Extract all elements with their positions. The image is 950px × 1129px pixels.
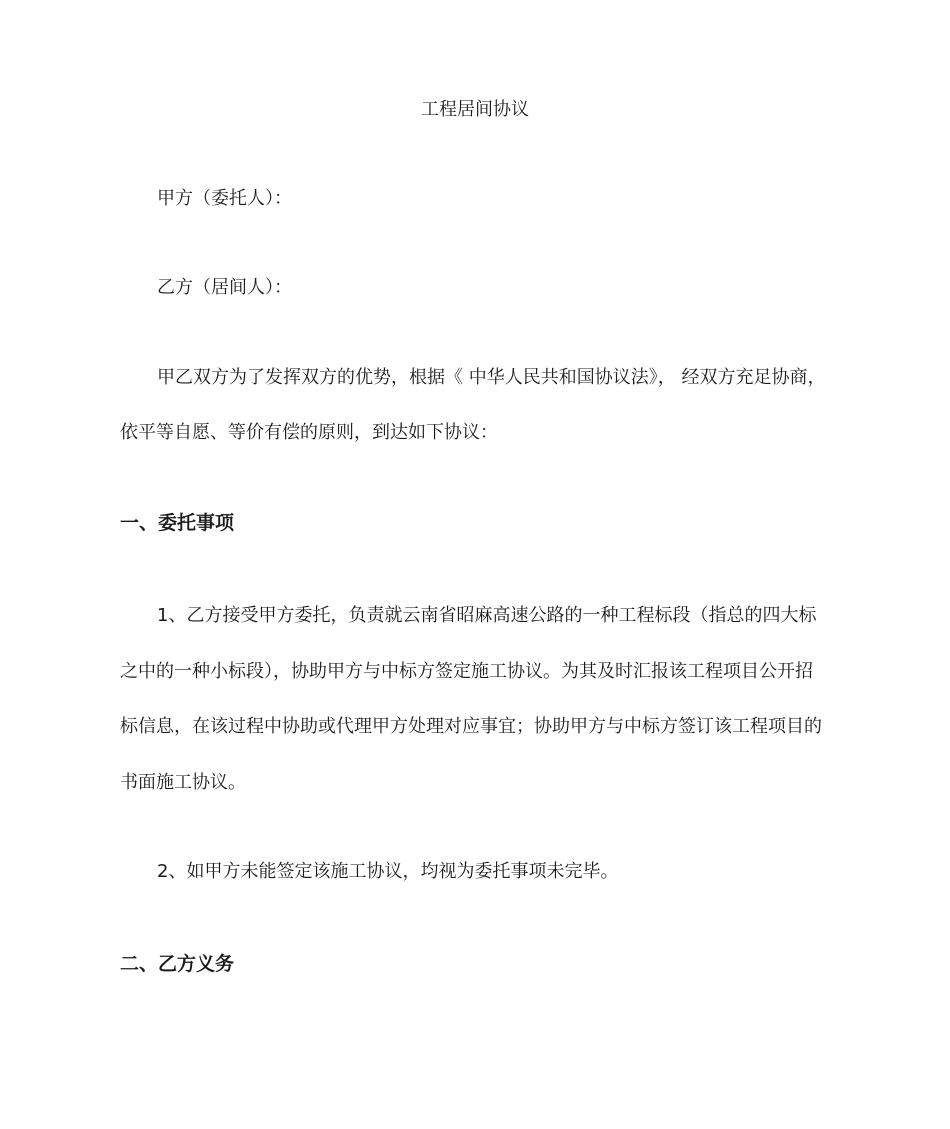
intro-paragraph-line: 依平等自愿、等价有偿的原则，到达如下协议： bbox=[120, 422, 498, 443]
section-heading-party-b-obligations: 二、乙方义务 bbox=[120, 953, 235, 975]
intro-paragraph-line: 甲乙双方为了发挥双方的优势，根据《 中华人民共和国协议法》， 经双方充足协商， bbox=[157, 367, 826, 388]
item1-line: 标信息，在该过程中协助或代理甲方处理对应事宜；协助甲方与中标方签订该工程项目的 bbox=[120, 716, 822, 737]
item1-line: 之中的一种小标段），协助甲方与中标方签定施工协议。为其及时汇报该工程项目公开招 bbox=[120, 661, 813, 682]
party-b-label: 乙方（居间人）： bbox=[157, 277, 292, 298]
section-heading-delegation: 一、委托事项 bbox=[120, 512, 235, 534]
party-a-label: 甲方（委托人）： bbox=[157, 188, 292, 209]
document-title: 工程居间协议 bbox=[421, 99, 529, 120]
item2-line: 2、如甲方未能签定该施工协议，均视为委托事项未完毕。 bbox=[157, 861, 619, 882]
item1-line: 1、乙方接受甲方委托，负责就云南省昭麻高速公路的一种工程标段（指总的四大标 bbox=[157, 605, 817, 626]
item1-line: 书面施工协议。 bbox=[120, 772, 246, 793]
